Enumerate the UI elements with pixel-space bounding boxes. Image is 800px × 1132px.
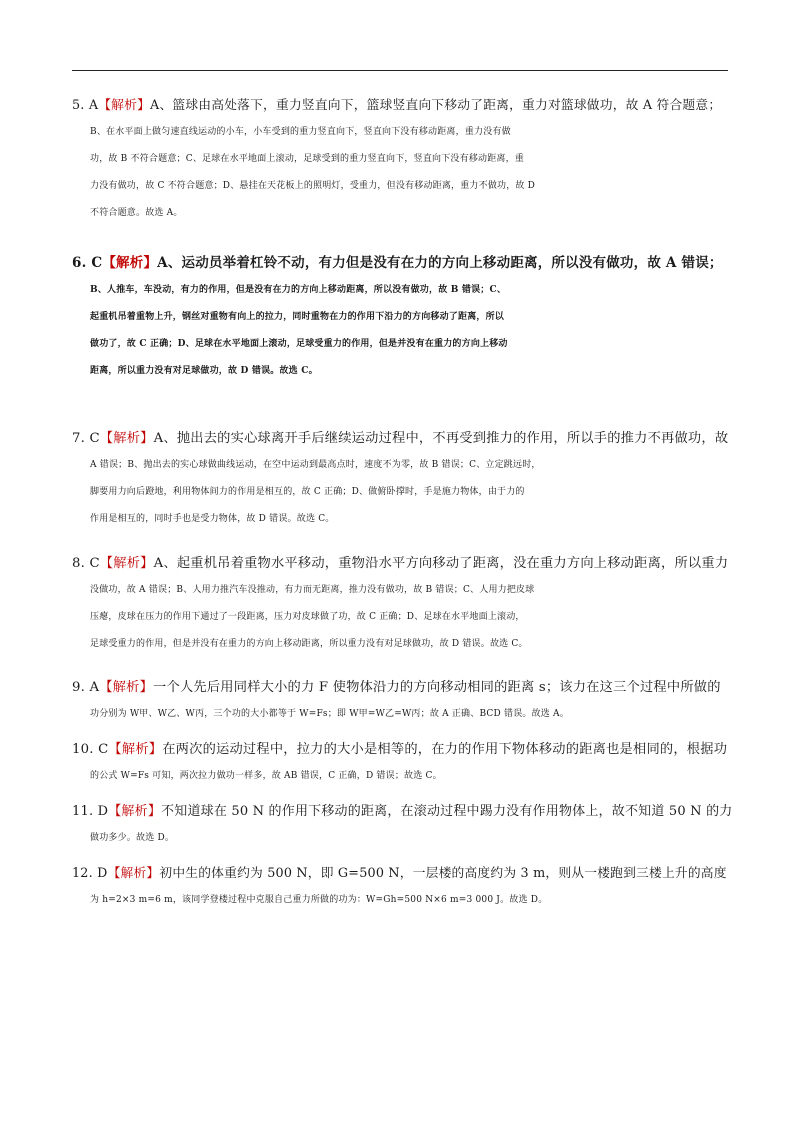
answer-text: 一个人先后用同样大小的力 F 使物体沿力的方向移动相同的距离 s；该力在这三个过程中所做的 [153, 680, 721, 695]
answer-line: 做功多少。故选 D。 [90, 833, 175, 843]
answer-line [72, 674, 732, 701]
answer-text: A、运动员举着杠铃不动，有力但是没有在力的方向上移动距离，所以没有做功，故 A 错误； [157, 255, 723, 271]
answer-line: 没做功，故 A 错误；B、人用力推汽车没推动，有力而无距离，推力没有做功，故 B 错误；C、人用力把皮球 [90, 585, 535, 595]
answer-line: B、人推车，车没动，有力的作用，但是没有在力的方向上移动距离，所以没有做功，故 B 错误；C、 [90, 285, 507, 295]
answer-line: B、在水平面上做匀速直线运动的小车，小车受到的重力竖直向下，竖直向下没有移动距离，重力没有做 [90, 127, 511, 137]
answer-number: 6. C [72, 255, 103, 271]
answer-item-9 [72, 674, 732, 728]
answer-number: 5. A [72, 98, 99, 113]
answer-text: 初中生的体重约为 500 N，即 G=500 N，一层楼的高度约为 3 m，则从一楼跑到三楼上升的高度 [159, 866, 727, 881]
answer-line [72, 550, 732, 577]
answer-number: 11. D [72, 804, 109, 819]
answer-line: 距离，所以重力没有对足球做功，故 D 错误。故选 C。 [90, 366, 318, 376]
answer-line: 压瘪，皮球在压力的作用下通过了一段距离，压力对皮球做了功，故 C 正确；D、足球在水平地面上滚动， [90, 612, 525, 622]
analysis-tag: 【解析】 [108, 804, 162, 819]
analysis-tag: 【解析】 [99, 431, 154, 446]
answer-item-11 [72, 798, 732, 852]
answer-item-7 [72, 425, 732, 533]
answer-text: 不知道球在 50 N 的作用下移动的距离，在滚动过程中踢力没有作用物体上，故不知道 50 N 的力 [161, 804, 733, 819]
answer-line: 功，故 B 不符合题意；C、足球在水平地面上滚动，足球受到的重力竖直向下，竖直向下没有移动距离，重 [90, 154, 525, 164]
analysis-tag: 【解析】 [99, 556, 154, 571]
answer-number: 7. C [72, 431, 100, 446]
answer-item-6 [72, 250, 732, 385]
answer-line [72, 425, 732, 452]
answer-item-8 [72, 550, 732, 658]
answer-item-10 [72, 736, 732, 790]
answer-line: A 错误；B、抛出去的实心球做曲线运动，在空中运动到最高点时，速度不为零，故 B 错误；C、立定跳远时， [90, 460, 541, 470]
answer-line [72, 92, 732, 119]
answer-line: 起重机吊着重物上升，钢丝对重物有向上的拉力，同时重物在力的作用下沿力的方向移动了距离，所以 [90, 312, 505, 322]
answer-line [72, 736, 732, 763]
answer-item-5 [72, 92, 732, 227]
answer-text: A、篮球由高处落下，重力竖直向下，篮球竖直向下移动了距离，重力对篮球做功，故 A 符合题意； [150, 98, 722, 113]
answer-item-12 [72, 860, 732, 914]
analysis-tag: 【解析】 [102, 255, 158, 271]
header-rule [72, 70, 728, 71]
answer-text: A、抛出去的实心球离开手后继续运动过程中，不再受到推力的作用，所以手的推力不再做功，故 [153, 431, 729, 446]
answer-line: 不符合题意。故选 A。 [90, 208, 183, 218]
answer-number: 12. D [72, 866, 108, 881]
analysis-tag: 【解析】 [99, 680, 154, 695]
answer-line: 力没有做功，故 C 不符合题意；D、悬挂在天花板上的照明灯，受重力，但没有移动距离，重力不做功，故 D [90, 181, 536, 191]
answer-line [72, 860, 732, 887]
answer-line: 的公式 W=Fs 可知，两次拉力做功一样多，故 AB 错误，C 正确，D 错误；故选 C。 [90, 771, 442, 781]
analysis-tag: 【解析】 [107, 866, 160, 881]
answer-line [72, 250, 732, 277]
answer-line [72, 798, 732, 825]
answer-number: 9. A [72, 680, 100, 695]
answer-number: 8. C [72, 556, 100, 571]
answer-line: 做功了，故 C 正确；D、足球在水平地面上滚动，足球受重力的作用，但是并没有在重力的方向上移动 [90, 339, 508, 349]
answer-number: 10. C [72, 742, 109, 757]
answer-text: 在两次的运动过程中，拉力的大小是相等的，在力的作用下物体移动的距离也是相同的，根据功 [162, 742, 728, 757]
analysis-tag: 【解析】 [98, 98, 151, 113]
answer-line: 足球受重力的作用，但是并没有在重力的方向上移动距离，所以重力没有对足球做功，故 D 错误。故选 C。 [90, 639, 528, 649]
answer-line: 为 h=2×3 m=6 m，该同学登楼过程中克服自己重力所做的功为：W=Gh=500 N×6 m=3 000 J。故选 D。 [90, 895, 548, 905]
answer-line: 脚要用力向后蹬地，利用物体间力的作用是相互的，故 C 正确；D、做俯卧撑时，手是施力物体，由于力的 [90, 487, 525, 497]
answer-text: A、起重机吊着重物水平移动，重物沿水平方向移动了距离，没在重力方向上移动距离，所以重力 [153, 556, 729, 571]
analysis-tag: 【解析】 [108, 742, 163, 757]
answer-line: 功分别为 W甲、W乙、W丙，三个功的大小都等于 W=Fs；即 W甲=W乙=W丙；故 A 正确、BCD 错误。故选 A。 [90, 709, 569, 719]
answer-line: 作用是相互的，同时手也是受力物体，故 D 错误。故选 C。 [90, 514, 335, 524]
